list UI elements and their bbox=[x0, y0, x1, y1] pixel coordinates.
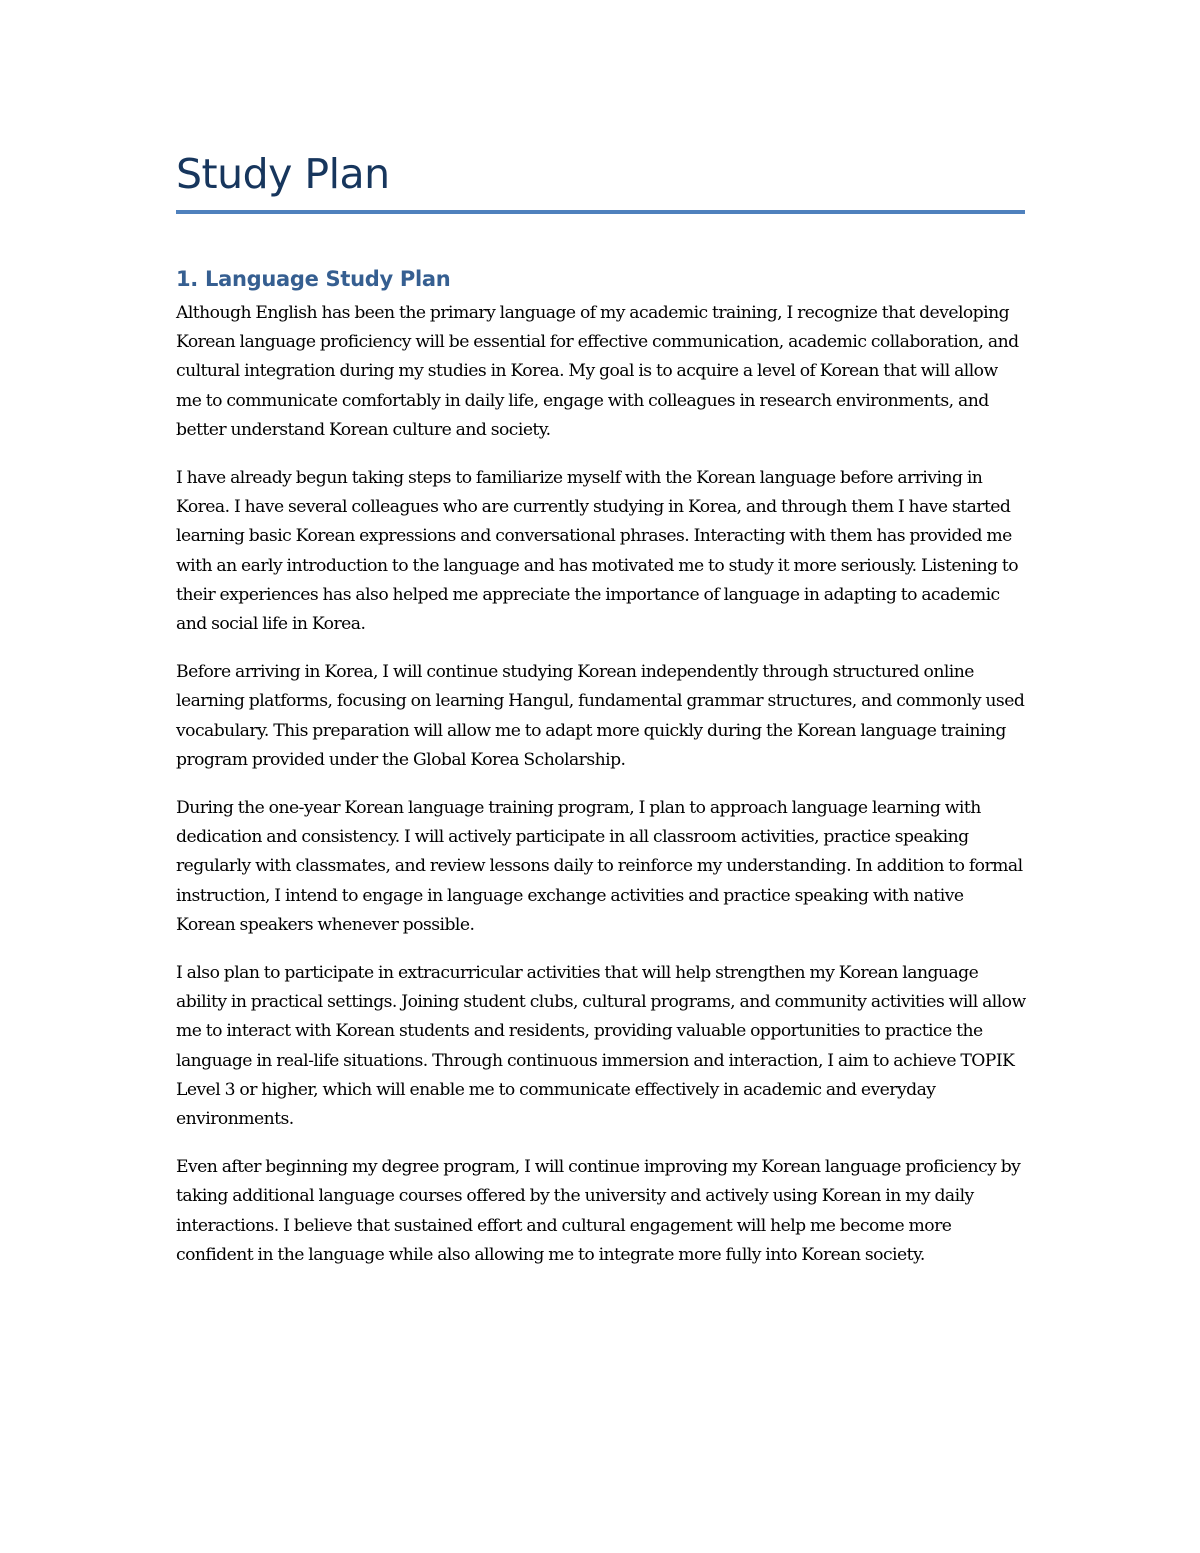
paragraph: I also plan to participate in extracurricular activities that will help strengthen my Korean language ability in practical settings. Joining student clubs, cultural programs, and community activities will allow me to interact with Korean students and residents, providing valuable opportunities to practice the language in real-life situations. Through continuous immersion and interaction, I aim to achieve TOPIK Level 3 or higher, which will enable me to communicate effectively in academic and everyday environments. bbox=[176, 963, 1026, 1130]
title-underline bbox=[176, 210, 1025, 214]
paragraph: I have already begun taking steps to familiarize myself with the Korean language before arriving in Korea. I have several colleagues who are currently studying in Korea, and through them I have started learning basic Korean expressions and conversational phrases. Interacting with them has provided me with an early introduction to the language and has motivated me to study it more seriously. Listening to their experiences has also helped me appreciate the importance of language in adapting to academic and social life in Korea. bbox=[176, 468, 1019, 635]
section-heading: 1. Language Study Plan bbox=[176, 267, 451, 291]
page-title: Study Plan bbox=[176, 150, 390, 198]
document-body bbox=[176, 142, 1026, 1270]
section-language-study-plan bbox=[176, 264, 1026, 1270]
paragraph: Even after beginning my degree program, I will continue improving my Korean language proficiency by taking additional language courses offered by the university and actively using Korean in my daily interactions. I believe that sustained effort and cultural engagement will help me become more confident in the language while also allowing me to integrate more fully into Korean society. bbox=[176, 1157, 1021, 1265]
paragraph: Before arriving in Korea, I will continue studying Korean independently through structured online learning platforms, focusing on learning Hangul, fundamental grammar structures, and commonly used vocabulary. This preparation will allow me to adapt more quickly during the Korean language training program provided under the Global Korea Scholarship. bbox=[176, 662, 1025, 770]
paragraph: During the one-year Korean language training program, I plan to approach language learning with dedication and consistency. I will actively participate in all classroom activities, practice speaking regularly with classmates, and review lessons daily to reinforce my understanding. In addition to formal instruction, I intend to engage in language exchange activities and practice speaking with native Korean speakers whenever possible. bbox=[176, 798, 1023, 935]
paragraph: Although English has been the primary language of my academic training, I recognize that developing Korean language proficiency will be essential for effective communication, academic collaboration, and cultural integration during my studies in Korea. My goal is to acquire a level of Korean that will allow me to communicate comfortably in daily life, engage with colleagues in research environments, and better understand Korean culture and society. bbox=[176, 303, 1019, 440]
